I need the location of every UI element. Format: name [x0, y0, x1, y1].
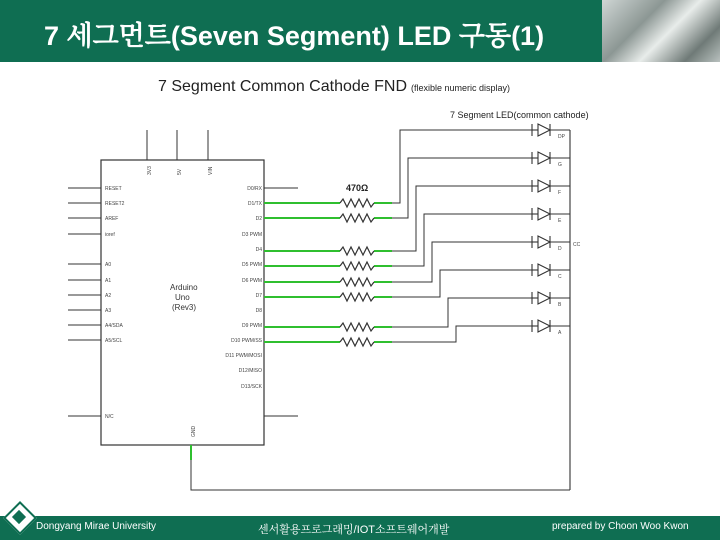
resistor — [340, 278, 374, 286]
board-name-line1: Arduino — [170, 283, 198, 292]
right-pin-label: D11 PWM/MOSI — [225, 353, 262, 359]
segment-label: C — [558, 274, 562, 280]
resistor — [340, 199, 374, 207]
segment-label: DP — [558, 134, 565, 140]
pin-vin: VIN — [208, 166, 214, 175]
resistor — [340, 214, 374, 222]
slide-footer — [0, 516, 720, 540]
pin-3v3: 3V3 — [147, 166, 153, 175]
right-pin-stubs — [264, 188, 298, 416]
segment-diode — [532, 264, 570, 276]
left-pin-label: RESET — [105, 186, 122, 192]
resistor — [340, 323, 374, 331]
right-pin-label: D7 — [255, 293, 262, 299]
ground-wire — [191, 445, 570, 490]
left-pin-label: ioref — [105, 232, 115, 238]
resistor — [340, 247, 374, 255]
left-pin-label: A2 — [105, 293, 112, 299]
segment-label: F — [558, 190, 562, 196]
segment-diode — [532, 320, 570, 332]
segment-diode — [532, 292, 570, 304]
resistor — [340, 293, 374, 301]
footer-university: Dongyang Mirae University — [36, 521, 157, 532]
left-pin-label: RESET2 — [105, 201, 125, 207]
segment-label: G — [558, 162, 562, 168]
resistor-network — [264, 203, 392, 342]
cc-label: CC — [573, 242, 581, 248]
segment-label: B — [558, 302, 562, 308]
right-pin-label: D3 PWM — [242, 232, 262, 238]
left-pin-label: A3 — [105, 308, 112, 314]
footer-course: 센서활용프로그래밍/IOT소프트웨어개발 — [258, 524, 450, 536]
resistor-label: 470Ω — [346, 183, 369, 193]
right-pin-label: D10 PWM/SS — [231, 338, 262, 344]
right-pin-label: D12/MISO — [238, 368, 262, 374]
segment-diode — [532, 180, 570, 192]
segment-label: D — [558, 246, 562, 252]
left-pin-stubs — [68, 188, 101, 416]
resistors — [340, 199, 374, 346]
subtitle-note: (flexible numeric display) — [411, 83, 511, 93]
segment-label: E — [558, 218, 562, 224]
fnd-label: 7 Segment LED(common cathode) — [450, 110, 589, 120]
right-pin-label: D9 PWM — [242, 323, 262, 329]
segment-label: A — [558, 330, 562, 336]
right-pin-label: D13/SCK — [241, 384, 262, 390]
left-pin-label: A1 — [105, 278, 112, 284]
right-pin-label: D0/RX — [247, 186, 262, 192]
subtitle-main: 7 Segment Common Cathode FND — [158, 78, 407, 95]
pin-gnd: GND — [191, 425, 197, 437]
segment-diode — [532, 152, 570, 164]
right-pin-label: D1/TX — [247, 201, 262, 207]
right-pin-label: D2 — [255, 216, 262, 222]
board-name-line3: (Rev3) — [172, 303, 197, 312]
resistor — [340, 338, 374, 346]
slide-title: 7 세그먼트(Seven Segment) LED 구동(1) — [44, 21, 545, 51]
segment-diode — [532, 236, 570, 248]
power-pins — [147, 130, 208, 160]
right-pin-label: D8 — [255, 308, 262, 314]
right-pin-label: D6 PWM — [242, 278, 262, 284]
footer-author: prepared by Choon Woo Kwon — [552, 521, 689, 532]
segment-diode — [532, 208, 570, 220]
left-pin-label: A5/SCL — [105, 338, 123, 344]
left-pin-label: N/C — [105, 414, 114, 420]
left-pin-label: A4/SDA — [105, 323, 123, 329]
right-pin-label: D4 — [255, 247, 262, 253]
board-name-line2: Uno — [175, 293, 190, 302]
fnd-segments — [532, 124, 570, 490]
pin-5v: 5V — [177, 168, 183, 175]
left-pin-label: AREF — [105, 216, 119, 222]
right-pin-label: D5 PWM — [242, 262, 262, 268]
resistor — [340, 262, 374, 270]
segment-wires — [392, 130, 532, 342]
left-pin-label: A0 — [105, 262, 112, 268]
